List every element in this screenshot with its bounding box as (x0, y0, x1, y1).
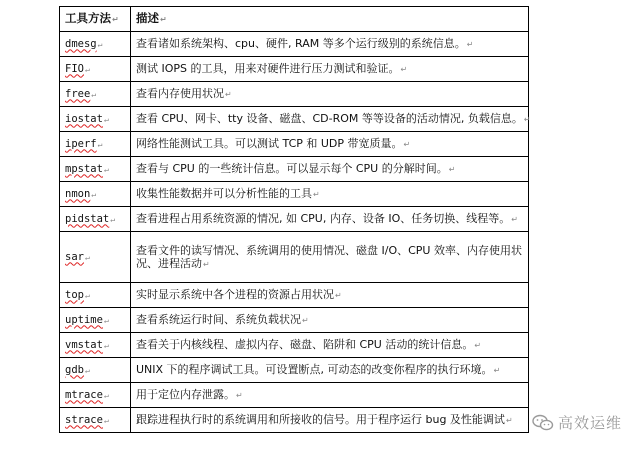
tool-cell (60, 157, 131, 182)
table-row (60, 283, 529, 308)
paragraph-mark: ↵ (403, 140, 411, 149)
paragraph-mark: ↵ (313, 190, 320, 199)
table-row (60, 308, 529, 333)
watermark-text: 高效运维 (557, 414, 622, 432)
tool-cell (60, 308, 131, 333)
paragraph-mark: ↵ (97, 39, 103, 49)
table-row (60, 32, 529, 57)
description-cell (131, 333, 529, 358)
description-cell (131, 182, 529, 207)
tool-description: 查看内存使用状况 (136, 87, 224, 100)
table-row (60, 157, 529, 182)
tool-description: 测试 IOPS 的工具，用来对硬件进行压力测试和验证。 (136, 62, 400, 75)
description-cell (131, 383, 529, 408)
paragraph-mark: ↵ (160, 15, 167, 24)
table-row (60, 232, 529, 283)
paragraph-mark: ↵ (203, 259, 210, 269)
paragraph-mark: ↵ (103, 340, 109, 350)
tool-name: free (65, 87, 91, 100)
paragraph-mark: ↵ (103, 390, 109, 400)
table-row (60, 107, 529, 132)
paragraph-mark: ↵ (400, 65, 408, 74)
tool-description: 查看文件的读写情况、系统调用的使用情况、磁盘 I/O、CPU 效率、内存使用状况、进程活动 (136, 243, 522, 270)
paragraph-mark: ↵ (103, 114, 109, 124)
tool-description: 查看与 CPU 的一些统计信息。可以显示每个 CPU 的分解时间。 (136, 162, 448, 175)
tool-cell (60, 57, 131, 82)
tool-cell (60, 232, 131, 283)
paragraph-mark: ↵ (511, 215, 518, 224)
paragraph-mark: ↵ (236, 391, 243, 400)
description-cell (131, 358, 529, 383)
header-tool-label: 工具方法 (65, 11, 111, 25)
tool-cell (60, 182, 131, 207)
tool-description: 查看系统运行时间、系统负载状况 (136, 313, 301, 326)
table-row (60, 132, 529, 157)
paragraph-mark: ↵ (112, 15, 119, 24)
paragraph-mark: ↵ (84, 252, 90, 262)
description-cell (131, 283, 529, 308)
paragraph-mark: ↵ (335, 291, 342, 300)
paragraph-mark: ↵ (225, 90, 232, 99)
tool-description: 收集性能数据并可以分析性能的工具 (136, 187, 312, 200)
paragraph-mark: ↵ (493, 366, 501, 375)
description-cell (131, 32, 529, 57)
paragraph-mark: ↵ (302, 316, 309, 325)
tool-name: sar (65, 250, 84, 263)
header-desc-label: 描述 (136, 11, 159, 25)
description-cell (131, 308, 529, 333)
table-row (60, 333, 529, 358)
paragraph-mark: ↵ (91, 189, 97, 199)
tool-cell (60, 207, 131, 232)
paragraph-mark: ↵ (103, 315, 109, 325)
paragraph-mark: ↵ (103, 415, 109, 425)
table-row (60, 408, 529, 433)
tool-name: FIO (65, 62, 84, 75)
tool-name: mpstat (65, 162, 103, 175)
tool-name: gdb (65, 363, 84, 376)
tool-cell (60, 132, 131, 157)
header-cell-tool (60, 7, 131, 32)
tool-name: nmon (65, 187, 91, 200)
description-cell (131, 232, 529, 283)
tools-table-body (60, 7, 529, 433)
tool-cell (60, 32, 131, 57)
table-row (60, 207, 529, 232)
tool-description: UNIX 下的程序调试工具。可设置断点, 可动态的改变你程序的执行环境。 (136, 363, 493, 376)
tool-description: 网络性能测试工具。可以测试 TCP 和 UDP 带宽质量。 (136, 137, 403, 150)
tool-description: 用于定位内存泄露。 (136, 388, 235, 401)
tool-cell (60, 283, 131, 308)
description-cell (131, 157, 529, 182)
tool-name: vmstat (65, 338, 103, 351)
tool-description: 查看进程占用系统资源的情况, 如 CPU, 内存、设备 IO、任务切换、线程等。 (136, 212, 511, 225)
paragraph-mark: ↵ (84, 365, 90, 375)
description-cell (131, 57, 529, 82)
tool-cell (60, 408, 131, 433)
paragraph-mark: ↵ (505, 416, 513, 425)
tool-name: top (65, 288, 84, 301)
table-header-row (60, 7, 529, 32)
description-cell (131, 107, 529, 132)
description-cell (131, 82, 529, 107)
tool-name: strace (65, 413, 103, 426)
tool-description: 查看诸如系统架构、cpu、硬件, RAM 等多个运行级别的系统信息。 (136, 37, 466, 50)
tool-description: 查看 CPU、网卡、tty 设备、磁盘、CD-ROM 等等设备的活动情况, 负载信息。 (136, 112, 523, 125)
paragraph-mark: ↵ (91, 89, 97, 99)
table-row (60, 57, 529, 82)
tool-description: 跟踪进程执行时的系统调用和所接收的信号。用于程序运行 bug 及性能调试 (136, 413, 505, 426)
tool-cell (60, 333, 131, 358)
paragraph-mark: ↵ (110, 214, 116, 224)
paragraph-mark: ↵ (103, 164, 109, 174)
paragraph-mark: ↵ (523, 115, 531, 124)
table-row (60, 358, 529, 383)
table-row (60, 182, 529, 207)
header-cell-desc (131, 7, 529, 32)
wechat-icon (532, 414, 554, 432)
watermark (532, 412, 622, 433)
tool-name: iostat (65, 112, 103, 125)
paragraph-mark: ↵ (474, 341, 482, 350)
tool-cell (60, 358, 131, 383)
tool-cell (60, 82, 131, 107)
tools-table (59, 6, 529, 433)
paragraph-mark: ↵ (84, 290, 90, 300)
table-row (60, 383, 529, 408)
paragraph-mark: ↵ (84, 64, 90, 74)
table-row (60, 82, 529, 107)
tool-description: 实时显示系统中各个进程的资源占用状况 (136, 288, 334, 301)
description-cell (131, 132, 529, 157)
tool-cell (60, 107, 131, 132)
tool-description: 查看关于内核线程、虚拟内存、磁盘、陷阱和 CPU 活动的统计信息。 (136, 338, 474, 351)
description-cell (131, 207, 529, 232)
paragraph-mark: ↵ (97, 139, 103, 149)
tool-name: iperf (65, 137, 97, 150)
paragraph-mark: ↵ (448, 165, 456, 174)
paragraph-mark: ↵ (466, 40, 474, 49)
description-cell (131, 408, 529, 433)
tool-name: uptime (65, 313, 103, 326)
tool-cell (60, 383, 131, 408)
tool-name: mtrace (65, 388, 103, 401)
tool-name: dmesg (65, 37, 97, 50)
tool-name: pidstat (65, 212, 110, 225)
